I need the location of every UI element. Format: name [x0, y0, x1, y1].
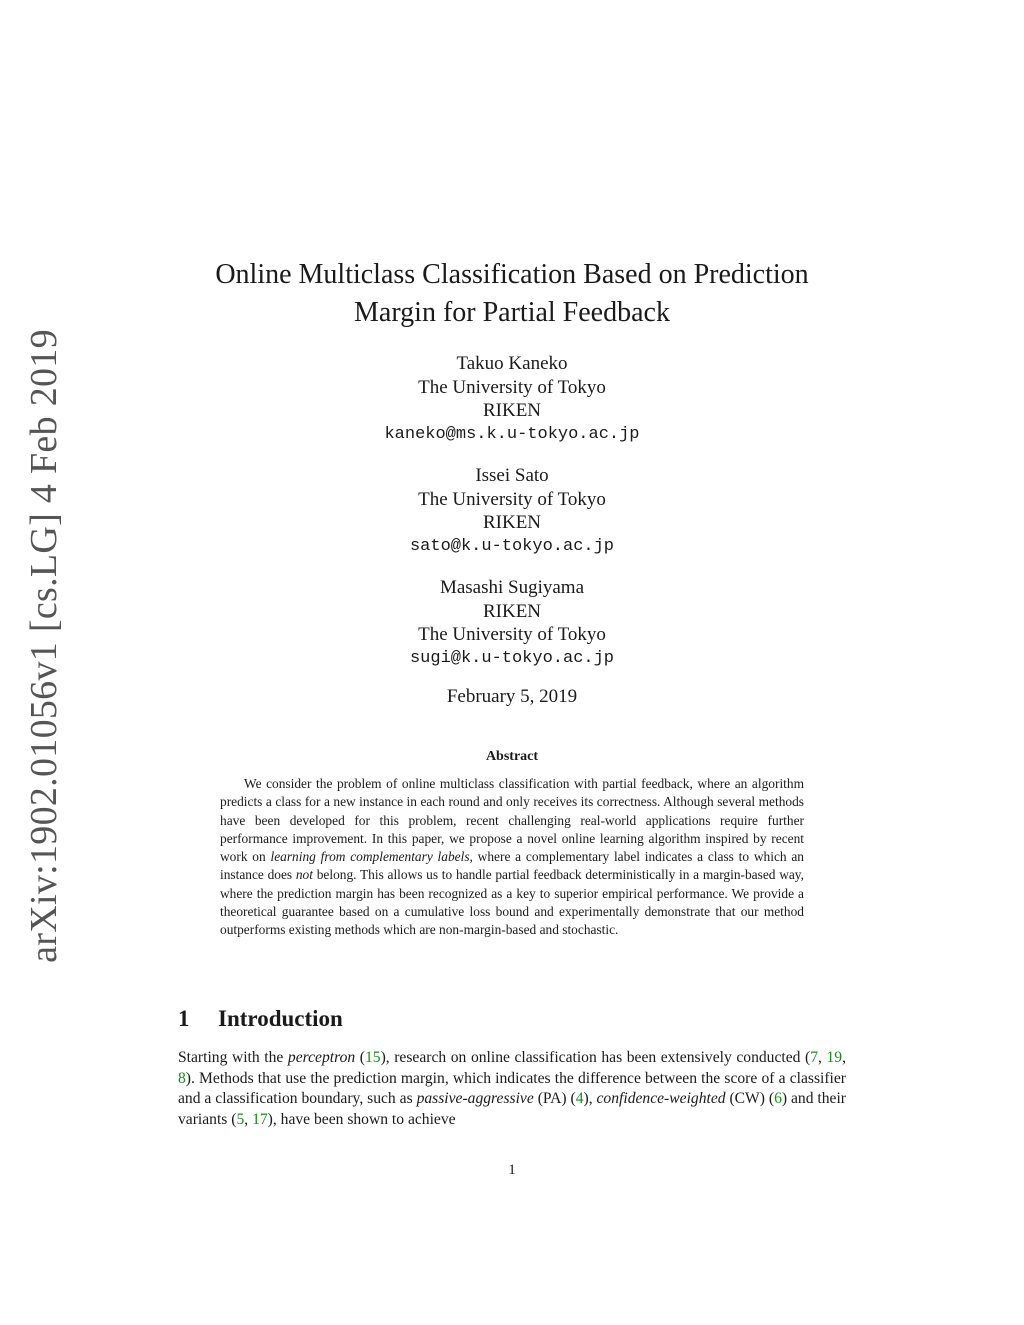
intro-segment: (PA) (: [533, 1090, 576, 1108]
title-line-1: Online Multiclass Classification Based on Prediction: [215, 259, 809, 290]
citation-link[interactable]: 5: [236, 1110, 245, 1128]
intro-emphasis: passive-aggressive: [416, 1090, 534, 1108]
intro-segment: ) and their variants (: [178, 1090, 846, 1128]
page-number: 1: [508, 1162, 516, 1178]
author-affiliation: The University of Tokyo: [418, 376, 606, 398]
citation-link[interactable]: 6: [774, 1090, 782, 1108]
intro-segment: (CW) (: [725, 1090, 775, 1108]
citation-link[interactable]: 8: [178, 1069, 186, 1087]
introduction-paragraph: [178, 1048, 846, 1130]
paper-date: February 5, 2019: [446, 686, 578, 707]
author-block-3: [262, 576, 762, 670]
abstract-emphasis: not: [295, 867, 313, 883]
author-affiliation: RIKEN: [482, 400, 542, 421]
intro-segment: ), research on online classification has been extensively conducted (: [380, 1049, 811, 1066]
paper-title: [150, 256, 874, 332]
arxiv-identifier: arXiv:1902.01056v1 [cs.LG] 4 Feb 2019: [23, 329, 65, 963]
author-email[interactable]: sugi@k.u-tokyo.ac.jp: [409, 648, 615, 668]
abstract-heading: Abstract: [485, 749, 539, 764]
author-name: Masashi Sugiyama: [439, 577, 585, 598]
intro-segment: ), have been shown to achieve: [267, 1110, 456, 1128]
citation-link[interactable]: 7: [810, 1049, 819, 1066]
citation-link[interactable]: 15: [364, 1049, 381, 1066]
section-number: 1: [178, 1006, 190, 1031]
abstract-text: [220, 775, 804, 940]
author-name: Takuo Kaneko: [456, 353, 568, 374]
intro-emphasis: perceptron: [287, 1049, 356, 1066]
intro-segment: (: [355, 1049, 365, 1066]
intro-emphasis: confidence-weighted: [596, 1090, 726, 1108]
abstract-segment: , where a complementary label indicates a class to which an instance does: [220, 849, 805, 883]
title-line-2: Margin for Partial Feedback: [354, 297, 670, 328]
section-heading-introduction: [178, 1006, 343, 1032]
author-block-2: [262, 464, 762, 558]
intro-segment: ,: [244, 1110, 253, 1128]
intro-segment: ,: [818, 1049, 827, 1066]
abstract-segment: belong. This allows us to handle partial feedback deterministically in a margin-based way, where the prediction margin has been recognized as a key to superior empirical performance. We provide a theoretical guarantee based on a cumulative loss bound and experimentally demonstrate that our method outperforms existing methods which are non-margin-based and stochastic.: [220, 867, 804, 938]
author-email[interactable]: kaneko@ms.k.u-tokyo.ac.jp: [384, 424, 640, 444]
intro-segment: ). Methods that use the prediction margin, which indicates the difference between the score of a classifier and a classification boundary, such as: [178, 1069, 846, 1108]
author-affiliation: RIKEN: [482, 600, 542, 622]
abstract-segment: We consider the problem of online multiclass classification with partial feedback, where an algorithm predicts a class for a new instance in each round and only receives its correctness. Although several methods have been developed for this problem, recent challenging real-world applications require further performance improvement. In this paper, we propose a novel online learning algorithm inspired by recent work on: [220, 776, 804, 865]
section-title: Introduction: [218, 1006, 343, 1031]
abstract-emphasis: learning from complementary labels: [270, 849, 470, 865]
author-email[interactable]: sato@k.u-tokyo.ac.jp: [409, 536, 615, 556]
author-block-1: [262, 352, 762, 446]
author-affiliation: RIKEN: [482, 512, 542, 533]
author-affiliation: The University of Tokyo: [418, 624, 606, 645]
intro-segment: ),: [583, 1090, 597, 1108]
author-affiliation: The University of Tokyo: [418, 488, 606, 510]
intro-segment: ,: [842, 1049, 846, 1066]
author-name: Issei Sato: [475, 465, 549, 486]
citation-link[interactable]: 4: [575, 1090, 584, 1108]
citation-link[interactable]: 19: [826, 1049, 843, 1066]
citation-link[interactable]: 17: [252, 1110, 268, 1128]
intro-segment: Starting with the: [178, 1049, 288, 1066]
